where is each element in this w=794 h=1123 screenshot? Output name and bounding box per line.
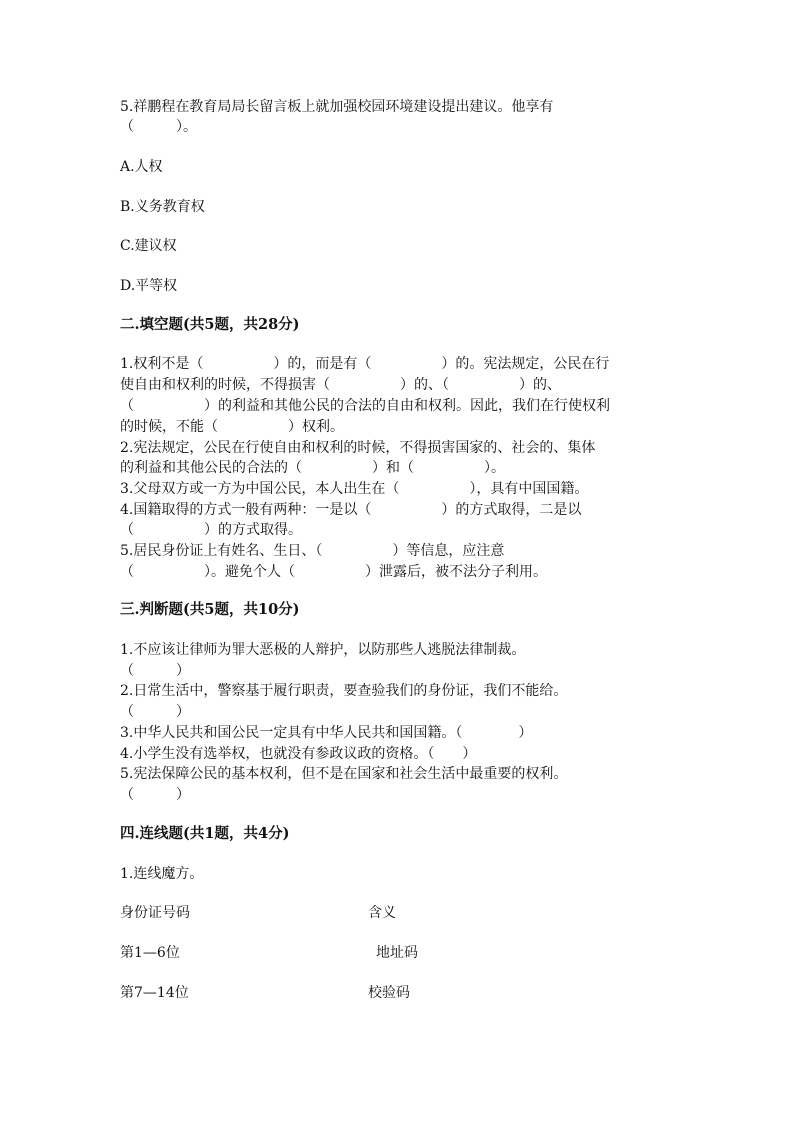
- section2-line: 使自由和权利的时候，不得损害（ ）的、（ ）的、: [120, 377, 561, 393]
- section2-line: 的利益和其他公民的合法的（ ）和（ ）。: [120, 460, 505, 476]
- match-left-item: 第1—6位: [120, 945, 180, 961]
- section3-line: （ ）: [120, 704, 190, 720]
- section3-line: （ ）: [120, 663, 190, 679]
- match-right-item: 地址码: [376, 945, 418, 961]
- section2-line: 的时候，不能（ ）权利。: [120, 419, 344, 435]
- q5-option-b: B.义务教育权: [120, 199, 205, 215]
- section3-heading: 三.判断题(共5题，共10分): [120, 601, 300, 618]
- match-left-item: 第7—14位: [120, 985, 189, 1001]
- section2-line: （ ）的方式取得。: [120, 522, 302, 538]
- section3-line: （ ）: [120, 787, 190, 803]
- section2-line: （ ）。避免个人（ ）泄露后，被不法分子利用。: [120, 564, 547, 580]
- section2-heading: 二.填空题(共5题，共28分): [120, 316, 300, 333]
- section2-line: 5.居民身份证上有姓名、生日、（ ）等信息，应注意: [120, 543, 505, 559]
- section4-heading: 四.连线题(共1题，共4分): [120, 825, 290, 842]
- q5-option-d: D.平等权: [120, 278, 178, 294]
- section3-line: 4.小学生没有选举权，也就没有参政议政的资格。（ ）: [120, 746, 477, 762]
- section4-stem: 1.连线魔方。: [120, 866, 204, 882]
- section2-line: 4.国籍取得的方式一般有两种：一是以（ ）的方式取得，二是以: [120, 502, 582, 518]
- q5-stem-line2: （ ）。: [120, 119, 197, 135]
- section2-line: 2.宪法规定，公民在行使自由和权利的时候，不得损害国家的、社会的、集体: [120, 440, 596, 456]
- section3-line: 5.宪法保障公民的基本权利，但不是在国家和社会生活中最重要的权利。: [120, 766, 568, 782]
- section2-line: 3.父母双方或一方为中国公民，本人出生在（ ），具有中国国籍。: [120, 481, 589, 497]
- match-right-item: 校验码: [368, 985, 410, 1001]
- q5-option-c: C.建议权: [120, 238, 177, 254]
- q5-stem-line1: 5.祥鹏程在教育局局长留言板上就加强校园环境建设提出建议。他享有: [120, 99, 554, 115]
- section3-line: 3.中华人民共和国公民一定具有中华人民共和国国籍。（ ）: [120, 725, 533, 741]
- q5-option-a: A.人权: [120, 159, 163, 175]
- section2-line: （ ）的利益和其他公民的合法的自由和权利。因此，我们在行使权利: [120, 398, 610, 414]
- section3-line: 1.不应该让律师为罪大恶极的人辩护，以防那些人逃脱法律制裁。: [120, 642, 526, 658]
- section3-line: 2.日常生活中，警察基于履行职责，要查验我们的身份证，我们不能给。: [120, 683, 568, 699]
- match-right-item: 含义: [368, 905, 396, 921]
- match-left-item: 身份证号码: [120, 905, 190, 921]
- section2-line: 1.权利不是（ ）的，而是有（ ）的。宪法规定，公民在行: [120, 356, 610, 372]
